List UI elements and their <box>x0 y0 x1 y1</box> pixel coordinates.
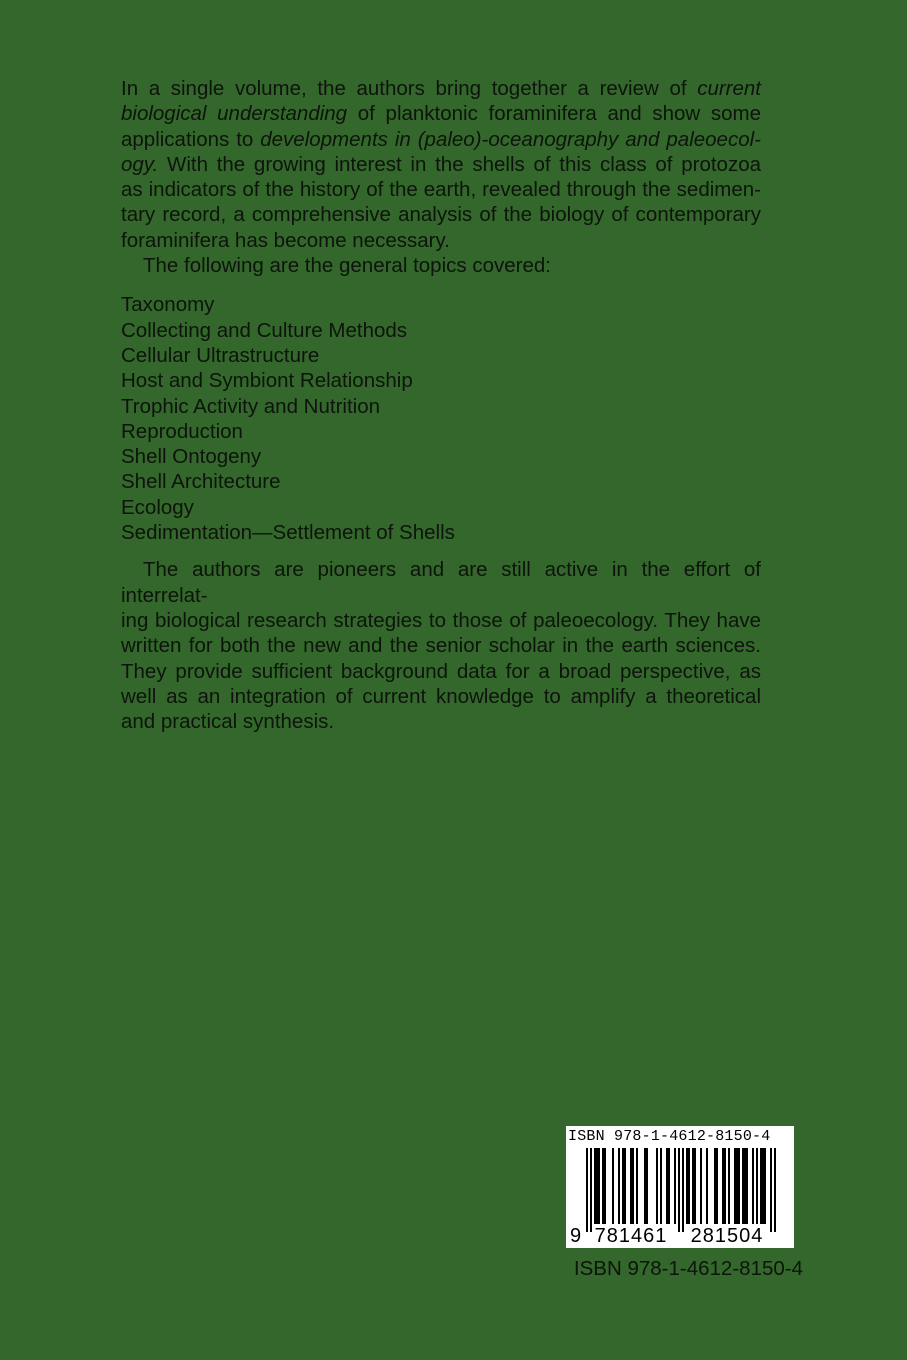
barcode-bar <box>632 1148 634 1224</box>
intro-line: biological understanding of planktonic foraminifera and show some <box>121 102 761 126</box>
barcode-bar <box>728 1148 730 1224</box>
intro-line: as indicators of the history of the earth, revealed through the sedimen- <box>121 178 761 202</box>
topic-item: Shell Architecture <box>121 470 281 494</box>
barcode-bar <box>646 1148 648 1224</box>
intro-line: tary record, a comprehensive analysis of the biology of contemporary <box>121 203 761 227</box>
barcode-bar <box>774 1148 776 1232</box>
barcode-bar <box>742 1148 744 1224</box>
topic-item: Cellular Ultrastructure <box>121 343 320 367</box>
barcode-bar <box>722 1148 724 1224</box>
barcode-bar <box>602 1148 604 1224</box>
barcode-bar <box>694 1148 696 1224</box>
barcode-bar <box>700 1148 702 1224</box>
back-cover-text <box>121 76 761 734</box>
barcode-bar <box>660 1148 662 1224</box>
barcode-bar <box>770 1148 772 1232</box>
barcode-bar <box>756 1148 758 1224</box>
topic-item: Collecting and Culture Methods <box>121 318 408 342</box>
barcode-bar <box>598 1148 600 1224</box>
closing-paragraph <box>121 557 761 734</box>
barcode-bar <box>716 1148 718 1224</box>
barcode-bar <box>622 1148 624 1224</box>
barcode-bar <box>744 1148 746 1224</box>
topic-item: Host and Symbiont Relationship <box>121 369 413 393</box>
barcode-bar <box>590 1148 592 1232</box>
topic-item: Trophic Activity and Nutrition <box>121 394 381 418</box>
barcode-bar <box>752 1148 754 1224</box>
barcode-bar <box>666 1148 668 1224</box>
barcode-bar <box>688 1148 690 1224</box>
intro-line: ogy. With the growing interest in the shells of this class of protozoa <box>121 152 761 176</box>
closing-line: ing biological research strategies to those of paleoecology. They have <box>121 608 761 632</box>
topic-item: Sedimentation—Settlement of Shells <box>121 521 455 545</box>
barcode-bar <box>604 1148 606 1224</box>
barcode-bar <box>618 1148 620 1224</box>
barcode-bar <box>630 1148 632 1224</box>
barcode-bar <box>764 1148 766 1224</box>
closing-line: The authors are pioneers and are still active in the effort of interrelat- <box>121 558 761 607</box>
isbn-text: ISBN 978-1-4612-8150-4 <box>573 1257 803 1280</box>
topic-list <box>121 292 761 545</box>
intro-paragraph <box>121 76 761 253</box>
topic-item: Shell Ontogeny <box>121 445 262 469</box>
barcode-bar <box>760 1148 762 1224</box>
barcode-bar <box>706 1148 708 1224</box>
barcode-bar <box>678 1148 680 1232</box>
barcode-bar <box>594 1148 596 1224</box>
barcode-bar <box>738 1148 740 1224</box>
barcode-bar <box>686 1148 688 1224</box>
closing-line: They provide sufficient background data for a broad perspective, as <box>121 659 761 683</box>
barcode-bars <box>586 1148 776 1232</box>
barcode-bar <box>734 1148 736 1224</box>
closing-line: written for both the new and the senior scholar in the earth sciences. <box>121 634 761 658</box>
barcode-bar <box>692 1148 694 1224</box>
barcode-bar <box>596 1148 598 1224</box>
closing-line: well as an integration of current knowledge to amplify a theoretical <box>121 684 761 708</box>
topics-lead: The following are the general topics covered: <box>143 254 551 278</box>
intro-line: In a single volume, the authors bring together a review of current <box>121 77 761 100</box>
topic-item: Taxonomy <box>121 293 215 317</box>
isbn-barcode <box>566 1126 794 1248</box>
intro-line: applications to developments in (paleo)-oceanography and paleoecol- <box>121 127 761 151</box>
barcode-bar <box>736 1148 738 1224</box>
topic-item: Reproduction <box>121 419 243 443</box>
intro-line: foraminifera has become necessary. <box>121 228 450 252</box>
barcode-bar <box>612 1148 614 1224</box>
barcode-isbn-label: ISBN 978-1-4612-8150-4 <box>568 1128 771 1145</box>
barcode-bar <box>668 1148 670 1224</box>
closing-line: and practical synthesis. <box>121 710 335 734</box>
barcode-bar <box>682 1148 684 1232</box>
barcode-bar <box>724 1148 726 1224</box>
barcode-right-digits: 281504 <box>690 1225 764 1247</box>
barcode-bar <box>762 1148 764 1224</box>
barcode-bar <box>656 1148 658 1224</box>
barcode-bar <box>746 1148 748 1224</box>
barcode-bar <box>624 1148 626 1224</box>
topic-item: Ecology <box>121 495 194 519</box>
barcode-bar <box>644 1148 646 1224</box>
barcode-bar <box>636 1148 638 1224</box>
barcode-left-digits: 781461 <box>594 1225 668 1247</box>
barcode-bar <box>674 1148 676 1224</box>
barcode-first-digit: 9 <box>570 1225 582 1247</box>
barcode-bar <box>714 1148 716 1224</box>
barcode-bar <box>586 1148 588 1232</box>
barcode-digits <box>566 1224 794 1248</box>
